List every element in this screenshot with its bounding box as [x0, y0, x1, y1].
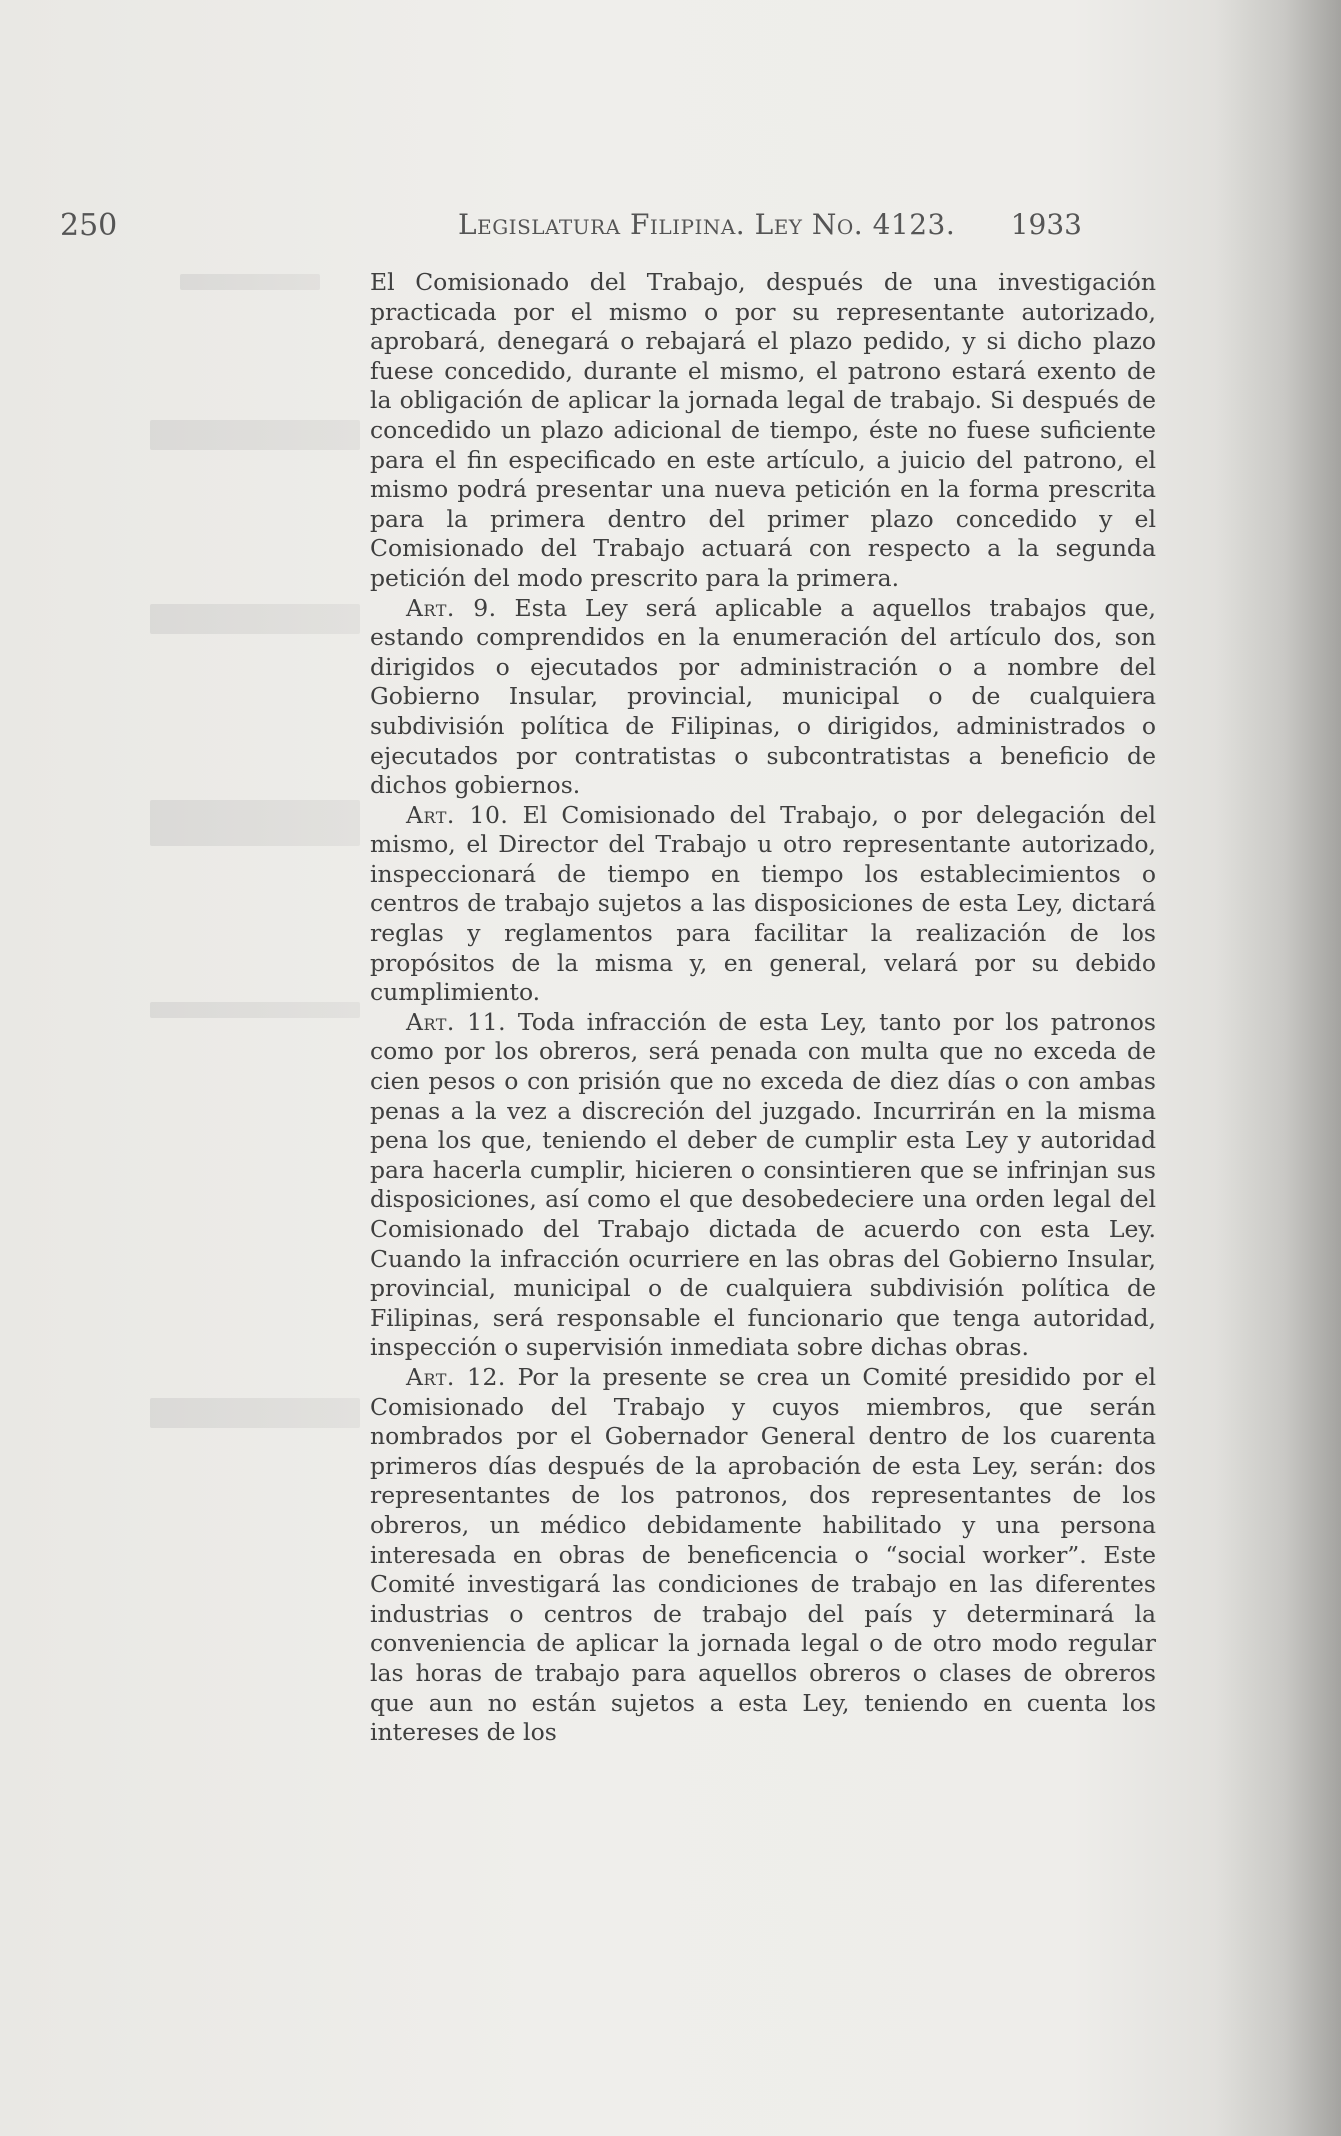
paragraph-text: Esta Ley será aplicable a aquellos trabajos que, estando comprendidos en la enumeración del artículo dos, son dirigidos o ejecutados por administración o a nombre del Gobierno Insular, provincial, municipal o de cualquiera subdivisión política de Filipinas, o dirigidos, administrados o ejecutados por contratistas o subcontratistas a beneficio de dichos gobiernos. — [370, 593, 1156, 800]
running-head-year: 1933 — [1010, 208, 1082, 241]
article-label: Art. 10. — [406, 800, 509, 829]
running-head — [60, 208, 1082, 248]
paragraph-art-11 — [370, 1008, 1156, 1363]
paragraph-text: El Comisionado del Trabajo, o por delegación del mismo, el Director del Trabajo u otro representante autorizado, inspeccionará de tiempo en tiempo los establecimientos o centros de trabajo sujetos a las disposiciones de esta Ley, dictará reglas y reglamentos para facilitar la realización de los propósitos de la misma y, en general, velará por su debido cumplimiento. — [370, 800, 1156, 1007]
margin-note-3 — [150, 604, 360, 634]
article-label: Art. 9. — [406, 593, 497, 622]
paragraph-continuation — [370, 268, 1156, 594]
margin-note-4 — [150, 800, 360, 846]
margin-note-5 — [150, 1002, 360, 1018]
paragraph-text: Por la presente se crea un Comité presidido por el Comisionado del Trabajo y cuyos miembros, que serán nombrados por el Gobernador General dentro de los cuarenta primeros días después de la aprobación de esta Ley, serán: dos representantes de los patronos, dos representantes de los obreros, un médico debidamente habilitado y una persona interesada en obras de beneficencia o “social worker”. Este Comité investigará las condiciones de trabajo en las diferentes industrias o centros de trabajo del país y determinará la conveniencia de aplicar la jornada legal o de otro modo regular las horas de trabajo para aquellos obreros o clases de obreros que aun no están sujetos a esta Ley, teniendo en cuenta los intereses de los — [370, 1362, 1156, 1747]
page-edge-shadow — [1215, 0, 1341, 2136]
paragraph-text: Toda infracción de esta Ley, tanto por los patronos como por los obreros, será penada con multa que no exceda de cien pesos o con prisión que no exceda de diez días o con ambas penas a la vez a discreción del juzgado. Incurrirán en la misma pena los que, teniendo el deber de cumplir esta Ley y autoridad para hacerla cumplir, hicieren o consintieren que se infrinjan sus disposiciones, así como el que desobedeciere una orden legal del Comisionado del Trabajo dictada de acuerdo con esta Ley. Cuando la infracción ocurriere en las obras del Gobierno Insular, provincial, municipal o de cualquiera subdivisión política de Filipinas, será responsable el funcionario que tenga autoridad, inspección o supervisión inmediata sobre dichas obras. — [370, 1007, 1156, 1362]
body-text — [370, 268, 1156, 1748]
running-head-title: Legislatura Filipina. Ley No. 4123. — [458, 208, 956, 241]
article-label: Art. 12. — [406, 1362, 506, 1391]
paragraph-art-9 — [370, 594, 1156, 801]
article-label: Art. 11. — [406, 1007, 507, 1036]
paragraph-art-12 — [370, 1363, 1156, 1748]
margin-note-2 — [150, 420, 360, 450]
paragraph-art-10 — [370, 801, 1156, 1008]
paragraph-text: El Comisionado del Trabajo, después de una investigación practicada por el mismo o por su representante autorizado, aprobará, denegará o rebajará el plazo pedido, y si dicho plazo fuese concedido, durante el mismo, el patrono estará exento de la obligación de aplicar la jornada legal de trabajo. Si después de concedido un plazo adicional de tiempo, éste no fuese suficiente para el fin especificado en este artículo, a juicio del patrono, el mismo podrá presentar una nueva petición en la forma prescrita para la primera dentro del primer plazo concedido y el Comisionado del Trabajo actuará con respecto a la segunda petición del modo prescrito para la primera. — [370, 268, 1156, 592]
margin-note-6 — [150, 1398, 360, 1428]
page-number: 250 — [60, 208, 118, 243]
margin-note-1 — [180, 274, 320, 290]
